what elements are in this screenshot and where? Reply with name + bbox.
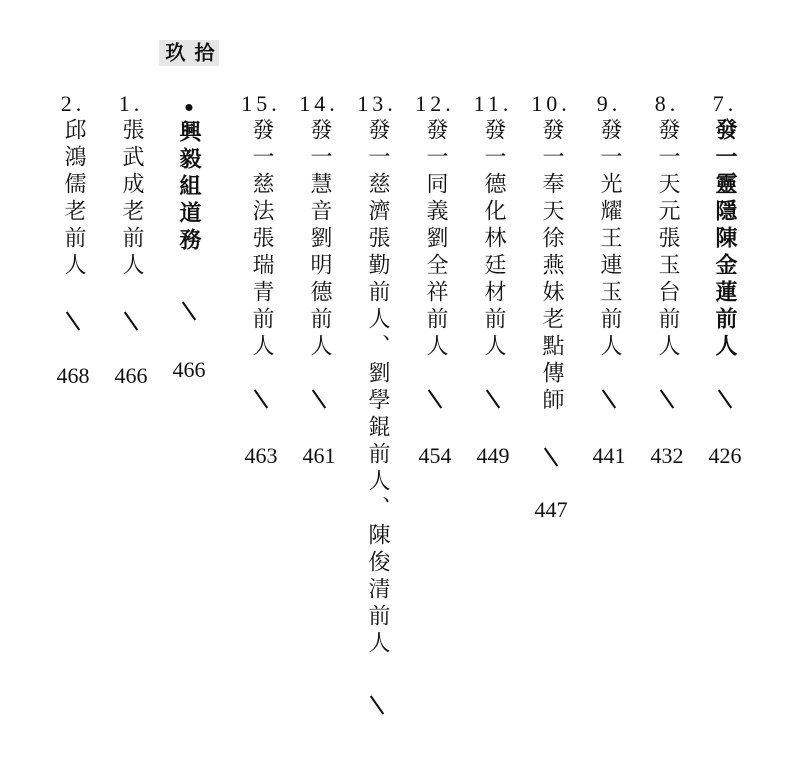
separator-slash	[312, 389, 326, 408]
separator-slash	[428, 389, 442, 408]
separator-slash	[660, 389, 674, 408]
entry-title: 發一慧音劉明德前人	[307, 118, 332, 361]
entry-number: 9.	[596, 91, 622, 116]
chapter-title: 興毅組道務	[176, 120, 202, 255]
entry-page-number: 454	[418, 443, 452, 468]
entry-title: 發一靈隱陳金蓮前人	[712, 118, 738, 361]
chapter-page-number: 466	[172, 357, 206, 382]
separator-slash	[602, 389, 616, 408]
entry-number: 2.	[60, 91, 86, 116]
entry-number: 13.	[357, 91, 397, 116]
entry-title: 發一慈法張瑞青前人	[249, 118, 274, 361]
entry-page-number: 463	[244, 443, 278, 468]
entry-number: 7.	[712, 91, 738, 116]
chapter-dot	[186, 104, 193, 111]
entry-title: 發一慈濟張勤前人、劉學錕前人、陳俊清前人	[365, 118, 390, 658]
separator-slash	[370, 695, 384, 714]
entry-number: 14.	[299, 91, 339, 116]
entry-number: 8.	[654, 91, 680, 116]
chapter-label: 拾玖	[159, 40, 219, 66]
entry-title: 發一同義劉全祥前人	[423, 118, 448, 361]
entry-page-number: 461	[302, 443, 336, 468]
entry-title: 張武成老前人	[119, 118, 144, 280]
entry-page-number: 432	[650, 443, 684, 468]
entry-page-number: 449	[476, 443, 510, 468]
entry-page-number: 447	[534, 497, 568, 522]
separator-slash	[254, 389, 268, 408]
separator-slash	[544, 447, 558, 466]
entry-title: 邱鴻儒老前人	[61, 118, 86, 280]
separator-slash	[718, 389, 732, 408]
entry-number: 10.	[531, 91, 571, 116]
entry-number: 1.	[118, 91, 144, 116]
separator-slash	[124, 311, 138, 330]
entry-title: 發一光耀王連玉前人	[597, 118, 622, 361]
entry-title: 發一德化林廷材前人	[481, 118, 506, 361]
entry-number: 12.	[415, 91, 455, 116]
entry-number: 11.	[473, 91, 513, 116]
separator-slash	[486, 389, 500, 408]
separator-slash	[182, 301, 196, 320]
entry-page-number: 468	[56, 363, 90, 388]
separator-slash	[66, 311, 80, 330]
entry-title: 發一奉天徐燕妹老點傳師	[539, 118, 564, 415]
entry-page-number: 426	[708, 443, 742, 468]
entry-title: 發一天元張玉台前人	[655, 118, 680, 361]
entry-page-number: 441	[592, 443, 626, 468]
entry-number: 15.	[241, 91, 281, 116]
entry-page-number: 466	[114, 363, 148, 388]
